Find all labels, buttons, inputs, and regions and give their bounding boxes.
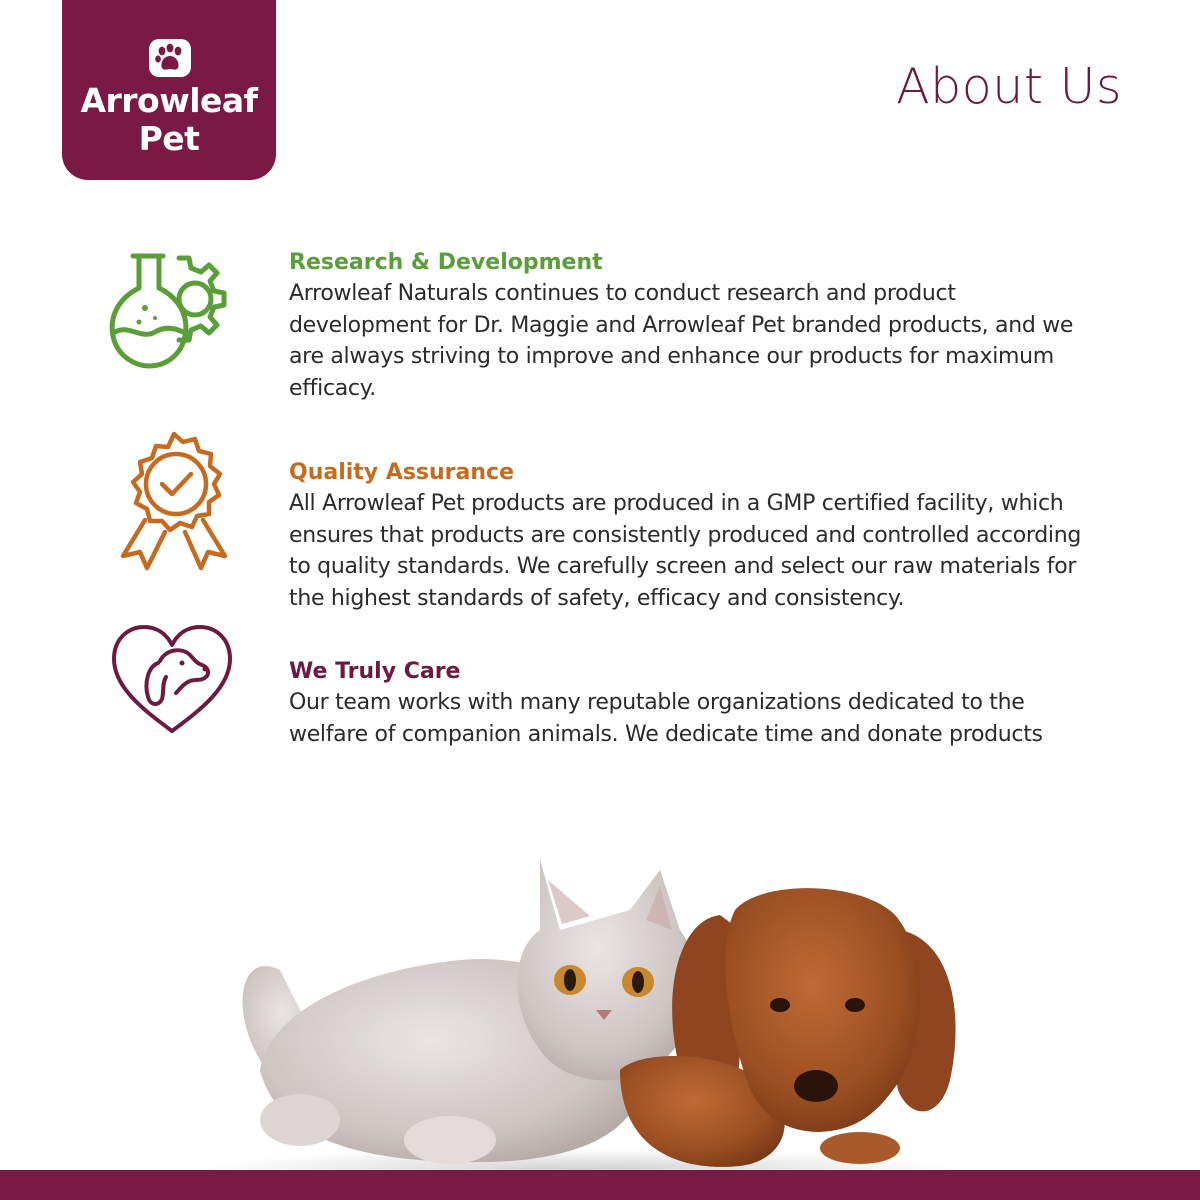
feature-body (289, 248, 1089, 404)
page-title: About Us (896, 58, 1122, 115)
flask-gear-icon (105, 248, 240, 373)
footer-bar (0, 1170, 1200, 1200)
award-badge-icon (115, 430, 233, 572)
kitten-and-puppy-photo (160, 820, 980, 1200)
paw-icon (148, 38, 192, 78)
brand-name (62, 82, 276, 158)
brand-name-line2: Pet (138, 119, 200, 158)
feature-heading: Quality Assurance (289, 460, 515, 485)
feature-text: Our team works with many reputable organizations dedicated to the welfare of companion animals. We dedicate time and donate products (289, 690, 1043, 747)
feature-text: All Arrowleaf Pet products are produced in a GMP certified facility, which ensures that products are consistently produced and controlled according to quality standards. We carefully screen and select our raw materials for the highest standards of safety, efficacy and consistency. (289, 491, 1082, 611)
heart-dog-icon (110, 623, 234, 735)
feature-heading: We Truly Care (289, 659, 461, 684)
feature-body (289, 458, 1089, 614)
feature-heading: Research & Development (289, 250, 603, 275)
brand-name-line1: Arrowleaf (80, 81, 258, 120)
feature-text: Arrowleaf Naturals continues to conduct research and product development for Dr. Maggie and Arrowleaf Pet branded products, and we are always striving to improve and enhance our products for maximum efficacy. (289, 281, 1074, 401)
feature-body (289, 657, 1089, 750)
brand-logo (62, 0, 276, 180)
